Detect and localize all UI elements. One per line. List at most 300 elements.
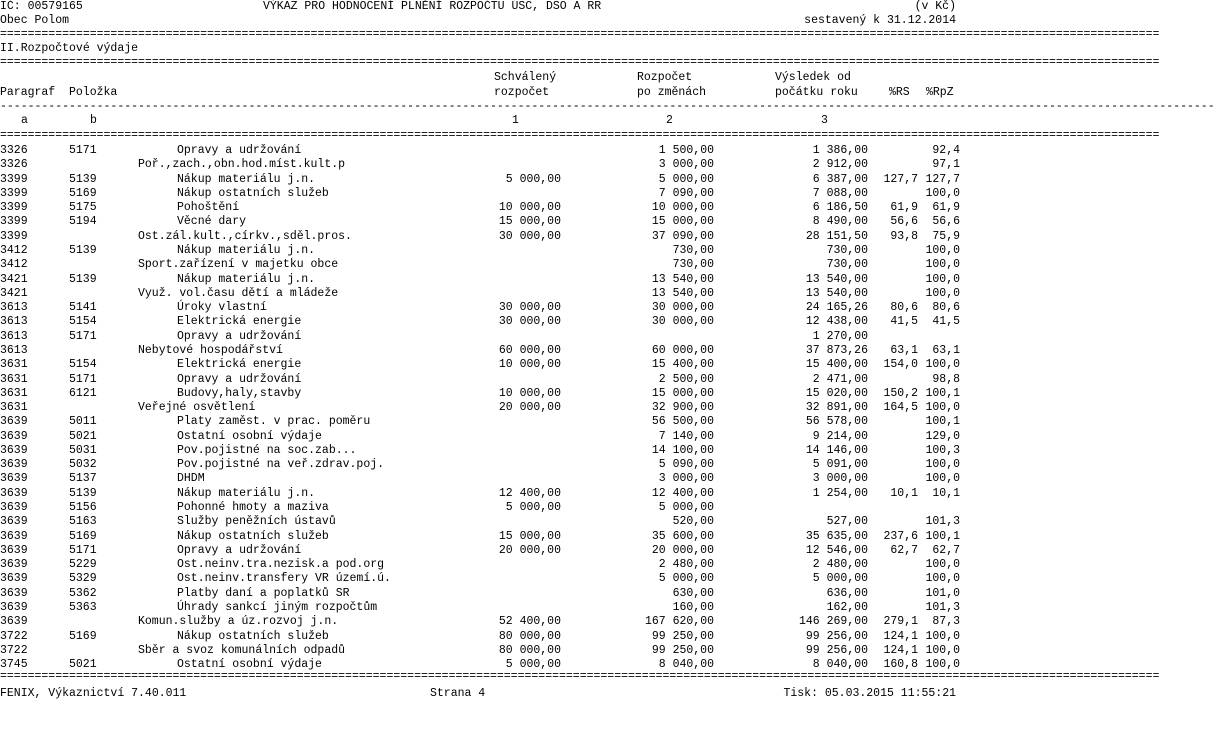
cell-paragraf: 3639 [0,601,28,614]
cell-rs: 80,6 [890,301,918,315]
cell-polozka: 5169 [69,529,97,543]
cell-schvaleny: 80 000,00 [498,643,561,657]
cell-schvaleny: 20 000,00 [498,401,561,414]
cell-vysledek: 6 387,00 [812,172,868,186]
cell-paragraf: 3639 [0,458,28,472]
subtotal-row [0,158,960,171]
cell-polozka: 5137 [69,472,97,486]
cell-paragraf: 3639 [0,529,28,543]
cell-name: Využ. vol.času dětí a mládeže [138,286,339,300]
cell-rpz: 101,3 [925,515,960,529]
cell-rpz: 100,3 [925,443,960,457]
cell-polozka: 5229 [69,558,97,572]
cell-rpz: 100,0 [925,244,960,257]
cell-rs: 164,5 [883,401,918,414]
cell-vysledek: 14 146,00 [805,443,868,457]
cell-rs: 10,1 [890,486,918,500]
table-row [0,201,960,214]
cell-schvaleny: 10 000,00 [498,386,561,400]
cell-vysledek: 1 386,00 [812,144,868,157]
cell-paragraf: 3631 [0,372,28,386]
table-row [0,315,960,328]
cell-vysledek: 6 186,50 [812,201,868,215]
ico: IČ: 00579165 [0,0,83,13]
cell-po-zmenach: 32 900,00 [651,401,714,414]
table-row [0,173,960,186]
footer-software: FENIX, Výkaznictví 7.40.011 [0,687,187,700]
cell-po-zmenach: 13 540,00 [651,272,714,286]
cell-vysledek: 146 269,00 [798,615,868,629]
table-row [0,530,960,543]
column-header-row-1 [0,71,960,84]
header-line-2 [0,14,960,27]
cell-po-zmenach: 8 040,00 [658,658,714,672]
cell-rpz: 56,6 [932,215,960,229]
cell-rs: 61,9 [890,201,918,215]
cell-name: Nákup ostatních služeb [177,529,329,543]
report-title: VÝKAZ PRO HODNOCENÍ PLNĚNÍ ROZPOČTU ÚSC, DSO A RR [263,0,602,13]
table-row [0,501,960,514]
cell-rpz: 100,0 [925,258,960,272]
table-row [0,458,960,471]
cell-polozka: 5194 [69,215,97,229]
cell-rpz: 63,1 [932,343,960,357]
cell-name: Ost.zál.kult.,církv.,sděl.pros. [138,229,352,243]
cell-po-zmenach: 56 500,00 [651,415,714,429]
cell-name: Ostatní osobní výdaje [177,658,322,672]
currency: (v Kč) [914,0,956,13]
column-header-row-2 [0,86,960,99]
cell-po-zmenach: 5 090,00 [658,458,714,472]
table-row [0,515,960,528]
cell-po-zmenach: 99 250,00 [651,629,714,643]
cell-vysledek: 730,00 [826,244,868,257]
cell-name: Nákup materiálu j.n. [177,272,316,286]
col-paragraf: Paragraf [0,86,56,99]
cell-name: Opravy a udržování [177,329,302,343]
cell-polozka: 5163 [69,515,97,529]
cell-paragraf: 3639 [0,415,28,429]
cell-po-zmenach: 7 140,00 [658,429,714,443]
cell-rpz: 127,7 [925,172,960,186]
cell-name: Platy zaměst. v prac. poměru [177,415,371,429]
cell-rpz: 100,1 [925,529,960,543]
cell-paragraf: 3639 [0,515,28,529]
cell-name: Ostatní osobní výdaje [177,429,322,443]
col-rozpocet: Rozpočet [637,71,693,84]
cell-vysledek: 28 151,50 [805,229,868,243]
cell-rs: 124,1 [883,629,918,643]
cell-vysledek: 2 912,00 [812,158,868,172]
cell-paragraf: 3613 [0,315,28,329]
cell-name: Veřejné osvětlení [138,401,256,414]
cell-po-zmenach: 14 100,00 [651,443,714,457]
subtotal-row [0,615,960,628]
col-polozka: Položka [69,86,118,99]
cell-paragraf: 3412 [0,244,28,257]
cell-schvaleny: 10 000,00 [498,358,561,372]
cell-vysledek: 35 635,00 [805,529,868,543]
cell-vysledek: 13 540,00 [805,272,868,286]
cell-paragraf: 3639 [0,543,28,557]
cell-vysledek: 13 540,00 [805,286,868,300]
cell-rpz: 100,0 [925,186,960,200]
cell-vysledek: 56 578,00 [805,415,868,429]
cell-paragraf: 3639 [0,429,28,443]
cell-schvaleny: 52 400,00 [498,615,561,629]
cell-rpz: 100,1 [925,415,960,429]
cell-rs: 154,0 [883,358,918,372]
cell-polozka: 5154 [69,315,97,329]
cell-rpz: 129,0 [925,429,960,443]
cell-vysledek: 99 256,00 [805,629,868,643]
table-row [0,215,960,228]
cell-vysledek: 1 254,00 [812,486,868,500]
cell-schvaleny: 12 400,00 [498,486,561,500]
cell-polozka: 5139 [69,486,97,500]
cell-paragraf: 3399 [0,201,28,215]
cell-polozka: 5011 [69,415,97,429]
cell-vysledek: 32 891,00 [805,401,868,414]
cell-schvaleny: 5 000,00 [505,658,561,672]
cell-paragraf: 3631 [0,401,28,414]
header-line-1 [0,0,960,13]
cell-po-zmenach: 35 600,00 [651,529,714,543]
entity-name: Obec Polom [0,14,70,27]
table-row [0,487,960,500]
double-rule-bottom: ======================================================================================================================================================================== [0,670,1160,683]
subtotal-row [0,230,960,243]
cell-polozka: 5171 [69,144,97,157]
cell-rs: 150,2 [883,386,918,400]
cell-paragraf: 3639 [0,586,28,600]
cell-po-zmenach: 730,00 [672,244,714,257]
letter-a: a [21,114,28,127]
cell-rs: 124,1 [883,643,918,657]
subtotal-row [0,258,960,271]
cell-polozka: 5031 [69,443,97,457]
cell-paragraf: 3399 [0,172,28,186]
cell-po-zmenach: 3 000,00 [658,472,714,486]
cell-name: Budovy,haly,stavby [177,386,302,400]
cell-polozka: 5171 [69,372,97,386]
footer-page: Strana 4 [430,687,486,700]
cell-name: Elektrická energie [177,358,302,372]
cell-name: Nákup materiálu j.n. [177,486,316,500]
cell-vysledek: 5 000,00 [812,572,868,586]
table-row [0,273,960,286]
num-2: 2 [666,114,673,127]
cell-rpz: 98,8 [932,372,960,386]
table-row [0,373,960,386]
cell-vysledek: 2 480,00 [812,558,868,572]
cell-po-zmenach: 15 400,00 [651,358,714,372]
cell-name: Platby daní a poplatků SR [177,586,350,600]
cell-vysledek: 12 546,00 [805,543,868,557]
cell-paragraf: 3745 [0,658,28,672]
cell-polozka: 5156 [69,501,97,514]
table-row [0,244,960,257]
cell-name: DHDM [177,472,205,486]
table-row [0,630,960,643]
table-row [0,601,960,614]
cell-vysledek: 3 000,00 [812,472,868,486]
cell-paragraf: 3639 [0,443,28,457]
col-vysledek: Výsledek od [775,71,851,84]
cell-name: Věcné dary [177,215,247,229]
cell-paragraf: 3613 [0,301,28,315]
cell-po-zmenach: 15 000,00 [651,215,714,229]
cell-po-zmenach: 2 480,00 [658,558,714,572]
cell-po-zmenach: 99 250,00 [651,643,714,657]
cell-paragraf: 3639 [0,572,28,586]
col-schvaleny-2: rozpočet [494,86,550,99]
cell-paragraf: 3639 [0,472,28,486]
cell-po-zmenach: 20 000,00 [651,543,714,557]
subtotal-row [0,401,960,414]
cell-rs: 127,7 [883,172,918,186]
double-rule: ======================================================================================================================================================================== [0,28,1160,41]
col-vysledek-2: počátku roku [775,86,858,99]
cell-paragraf: 3421 [0,286,28,300]
cell-rpz: 100,1 [925,386,960,400]
cell-rpz: 101,0 [925,586,960,600]
cell-po-zmenach: 730,00 [672,258,714,272]
cell-schvaleny: 10 000,00 [498,201,561,215]
table-row [0,358,960,371]
subtotal-row [0,287,960,300]
cell-vysledek: 8 040,00 [812,658,868,672]
cell-schvaleny: 60 000,00 [498,343,561,357]
single-rule: -------------------------------------------------------------------------------------------------------------------------------------------------------------------------------- [0,100,1215,113]
cell-polozka: 5139 [69,272,97,286]
cell-po-zmenach: 30 000,00 [651,315,714,329]
cell-rs: 41,5 [890,315,918,329]
cell-name: Nákup ostatních služeb [177,629,329,643]
cell-polozka: 5154 [69,358,97,372]
cell-paragraf: 3631 [0,386,28,400]
cell-polozka: 5175 [69,201,97,215]
cell-paragraf: 3399 [0,215,28,229]
cell-name: Pohonné hmoty a maziva [177,501,329,514]
cell-name: Nákup materiálu j.n. [177,172,316,186]
cell-rpz: 100,0 [925,643,960,657]
table-row [0,301,960,314]
cell-rpz: 100,0 [925,472,960,486]
cell-vysledek: 24 165,26 [805,301,868,315]
cell-name: Opravy a udržování [177,372,302,386]
footer-line [0,687,960,700]
cell-name: Elektrická energie [177,315,302,329]
cell-vysledek: 12 438,00 [805,315,868,329]
cell-polozka: 5362 [69,586,97,600]
table-row [0,587,960,600]
table-row [0,572,960,585]
cell-rpz: 75,9 [932,229,960,243]
cell-rpz: 101,3 [925,601,960,614]
cell-po-zmenach: 2 500,00 [658,372,714,386]
cell-rpz: 62,7 [932,543,960,557]
cell-paragraf: 3639 [0,486,28,500]
letter-b: b [90,114,97,127]
cell-po-zmenach: 167 620,00 [644,615,714,629]
table-row [0,558,960,571]
cell-vysledek: 2 471,00 [812,372,868,386]
table-row [0,387,960,400]
cell-paragraf: 3722 [0,643,28,657]
cell-po-zmenach: 60 000,00 [651,343,714,357]
section-title: II.Rozpočtové výdaje [0,42,139,55]
table-row [0,415,960,428]
cell-polozka: 5171 [69,543,97,557]
cell-name: Opravy a udržování [177,144,302,157]
cell-polozka: 5141 [69,301,97,315]
cell-rpz: 100,0 [925,272,960,286]
cell-rpz: 100,0 [925,558,960,572]
cell-paragraf: 3639 [0,501,28,514]
cell-paragraf: 3722 [0,629,28,643]
col-schvaleny: Schválený [494,71,557,84]
cell-po-zmenach: 15 000,00 [651,386,714,400]
cell-rpz: 100,0 [925,629,960,643]
table-row [0,330,960,343]
cell-name: Pohoštění [177,201,240,215]
col-rs: %RS [889,86,910,99]
cell-po-zmenach: 3 000,00 [658,158,714,172]
cell-po-zmenach: 5 000,00 [658,172,714,186]
cell-rpz: 92,4 [932,144,960,157]
cell-polozka: 5021 [69,429,97,443]
cell-name: Úhrady sankcí jiným rozpočtům [177,601,378,614]
cell-po-zmenach: 520,00 [672,515,714,529]
cell-name: Sběr a svoz komunálních odpadů [138,643,346,657]
cell-paragraf: 3326 [0,144,28,157]
cell-paragraf: 3421 [0,272,28,286]
cell-vysledek: 9 214,00 [812,429,868,443]
cell-paragraf: 3613 [0,343,28,357]
cell-paragraf: 3613 [0,329,28,343]
cell-rpz: 100,0 [925,401,960,414]
table-row [0,144,960,157]
cell-name: Pov.pojistné na veř.zdrav.poj. [177,458,385,472]
cell-rpz: 100,0 [925,658,960,672]
cell-schvaleny: 5 000,00 [505,501,561,514]
cell-vysledek: 730,00 [826,258,868,272]
col-po-zmenach: po změnách [637,86,707,99]
cell-po-zmenach: 10 000,00 [651,201,714,215]
cell-vysledek: 15 400,00 [805,358,868,372]
cell-paragraf: 3631 [0,358,28,372]
table-row [0,544,960,557]
table-row [0,430,960,443]
cell-name: Ost.neinv.tra.nezisk.a pod.org [177,558,385,572]
cell-rs: 63,1 [890,343,918,357]
cell-name: Nebytové hospodářství [138,343,283,357]
cell-rpz: 100,0 [925,286,960,300]
cell-name: Služby peněžních ústavů [177,515,336,529]
cell-vysledek: 8 490,00 [812,215,868,229]
column-letters [0,114,960,127]
cell-rpz: 100,0 [925,572,960,586]
cell-paragraf: 3399 [0,229,28,243]
cell-paragraf: 3412 [0,258,28,272]
cell-rs: 279,1 [883,615,918,629]
subtotal-row [0,644,960,657]
cell-vysledek: 7 088,00 [812,186,868,200]
cell-rpz: 61,9 [932,201,960,215]
cell-polozka: 5363 [69,601,97,614]
cell-rpz: 87,3 [932,615,960,629]
cell-name: Poř.,zach.,obn.hod.míst.kult.p [138,158,346,172]
cell-po-zmenach: 5 000,00 [658,572,714,586]
cell-po-zmenach: 12 400,00 [651,486,714,500]
cell-vysledek: 527,00 [826,515,868,529]
cell-polozka: 5169 [69,186,97,200]
table-row [0,472,960,485]
cell-rpz: 80,6 [932,301,960,315]
cell-polozka: 5021 [69,658,97,672]
cell-po-zmenach: 630,00 [672,586,714,600]
cell-name: Úroky vlastní [177,301,267,315]
cell-schvaleny: 15 000,00 [498,215,561,229]
cell-schvaleny: 80 000,00 [498,629,561,643]
section-line [0,42,960,55]
cell-rs: 160,8 [883,658,918,672]
cell-po-zmenach: 160,00 [672,601,714,614]
cell-name: Ost.neinv.transfery VR území.ú. [177,572,391,586]
cell-polozka: 5139 [69,244,97,257]
cell-vysledek: 5 091,00 [812,458,868,472]
subtotal-row [0,344,960,357]
cell-schvaleny: 20 000,00 [498,543,561,557]
cell-name: Pov.pojistné na soc.zab... [177,443,357,457]
cell-vysledek: 636,00 [826,586,868,600]
cell-name: Nákup ostatních služeb [177,186,329,200]
cell-rpz: 100,0 [925,358,960,372]
cell-rpz: 41,5 [932,315,960,329]
cell-vysledek: 99 256,00 [805,643,868,657]
cell-po-zmenach: 5 000,00 [658,501,714,514]
cell-po-zmenach: 37 090,00 [651,229,714,243]
compiled-date: sestavený k 31.12.2014 [804,14,956,27]
col-rpz: %RpZ [926,86,954,99]
cell-name: Komun.služby a úz.rozvoj j.n. [138,615,339,629]
num-3: 3 [821,114,828,127]
cell-name: Sport.zařízení v majetku obce [138,258,339,272]
cell-po-zmenach: 1 500,00 [658,144,714,157]
cell-rs: 237,6 [883,529,918,543]
footer-printed: Tisk: 05.03.2015 11:55:21 [783,687,956,700]
num-1: 1 [512,114,519,127]
cell-rpz: 97,1 [932,158,960,172]
cell-name: Opravy a udržování [177,543,302,557]
cell-polozka: 5329 [69,572,97,586]
cell-polozka: 5171 [69,329,97,343]
cell-paragraf: 3639 [0,558,28,572]
cell-vysledek: 1 270,00 [812,329,868,343]
cell-polozka: 5169 [69,629,97,643]
table-row [0,187,960,200]
cell-schvaleny: 15 000,00 [498,529,561,543]
cell-paragraf: 3326 [0,158,28,172]
cell-vysledek: 162,00 [826,601,868,614]
cell-vysledek: 37 873,26 [805,343,868,357]
cell-polozka: 5032 [69,458,97,472]
cell-rs: 56,6 [890,215,918,229]
cell-schvaleny: 30 000,00 [498,301,561,315]
cell-rpz: 100,0 [925,458,960,472]
cell-paragraf: 3399 [0,186,28,200]
